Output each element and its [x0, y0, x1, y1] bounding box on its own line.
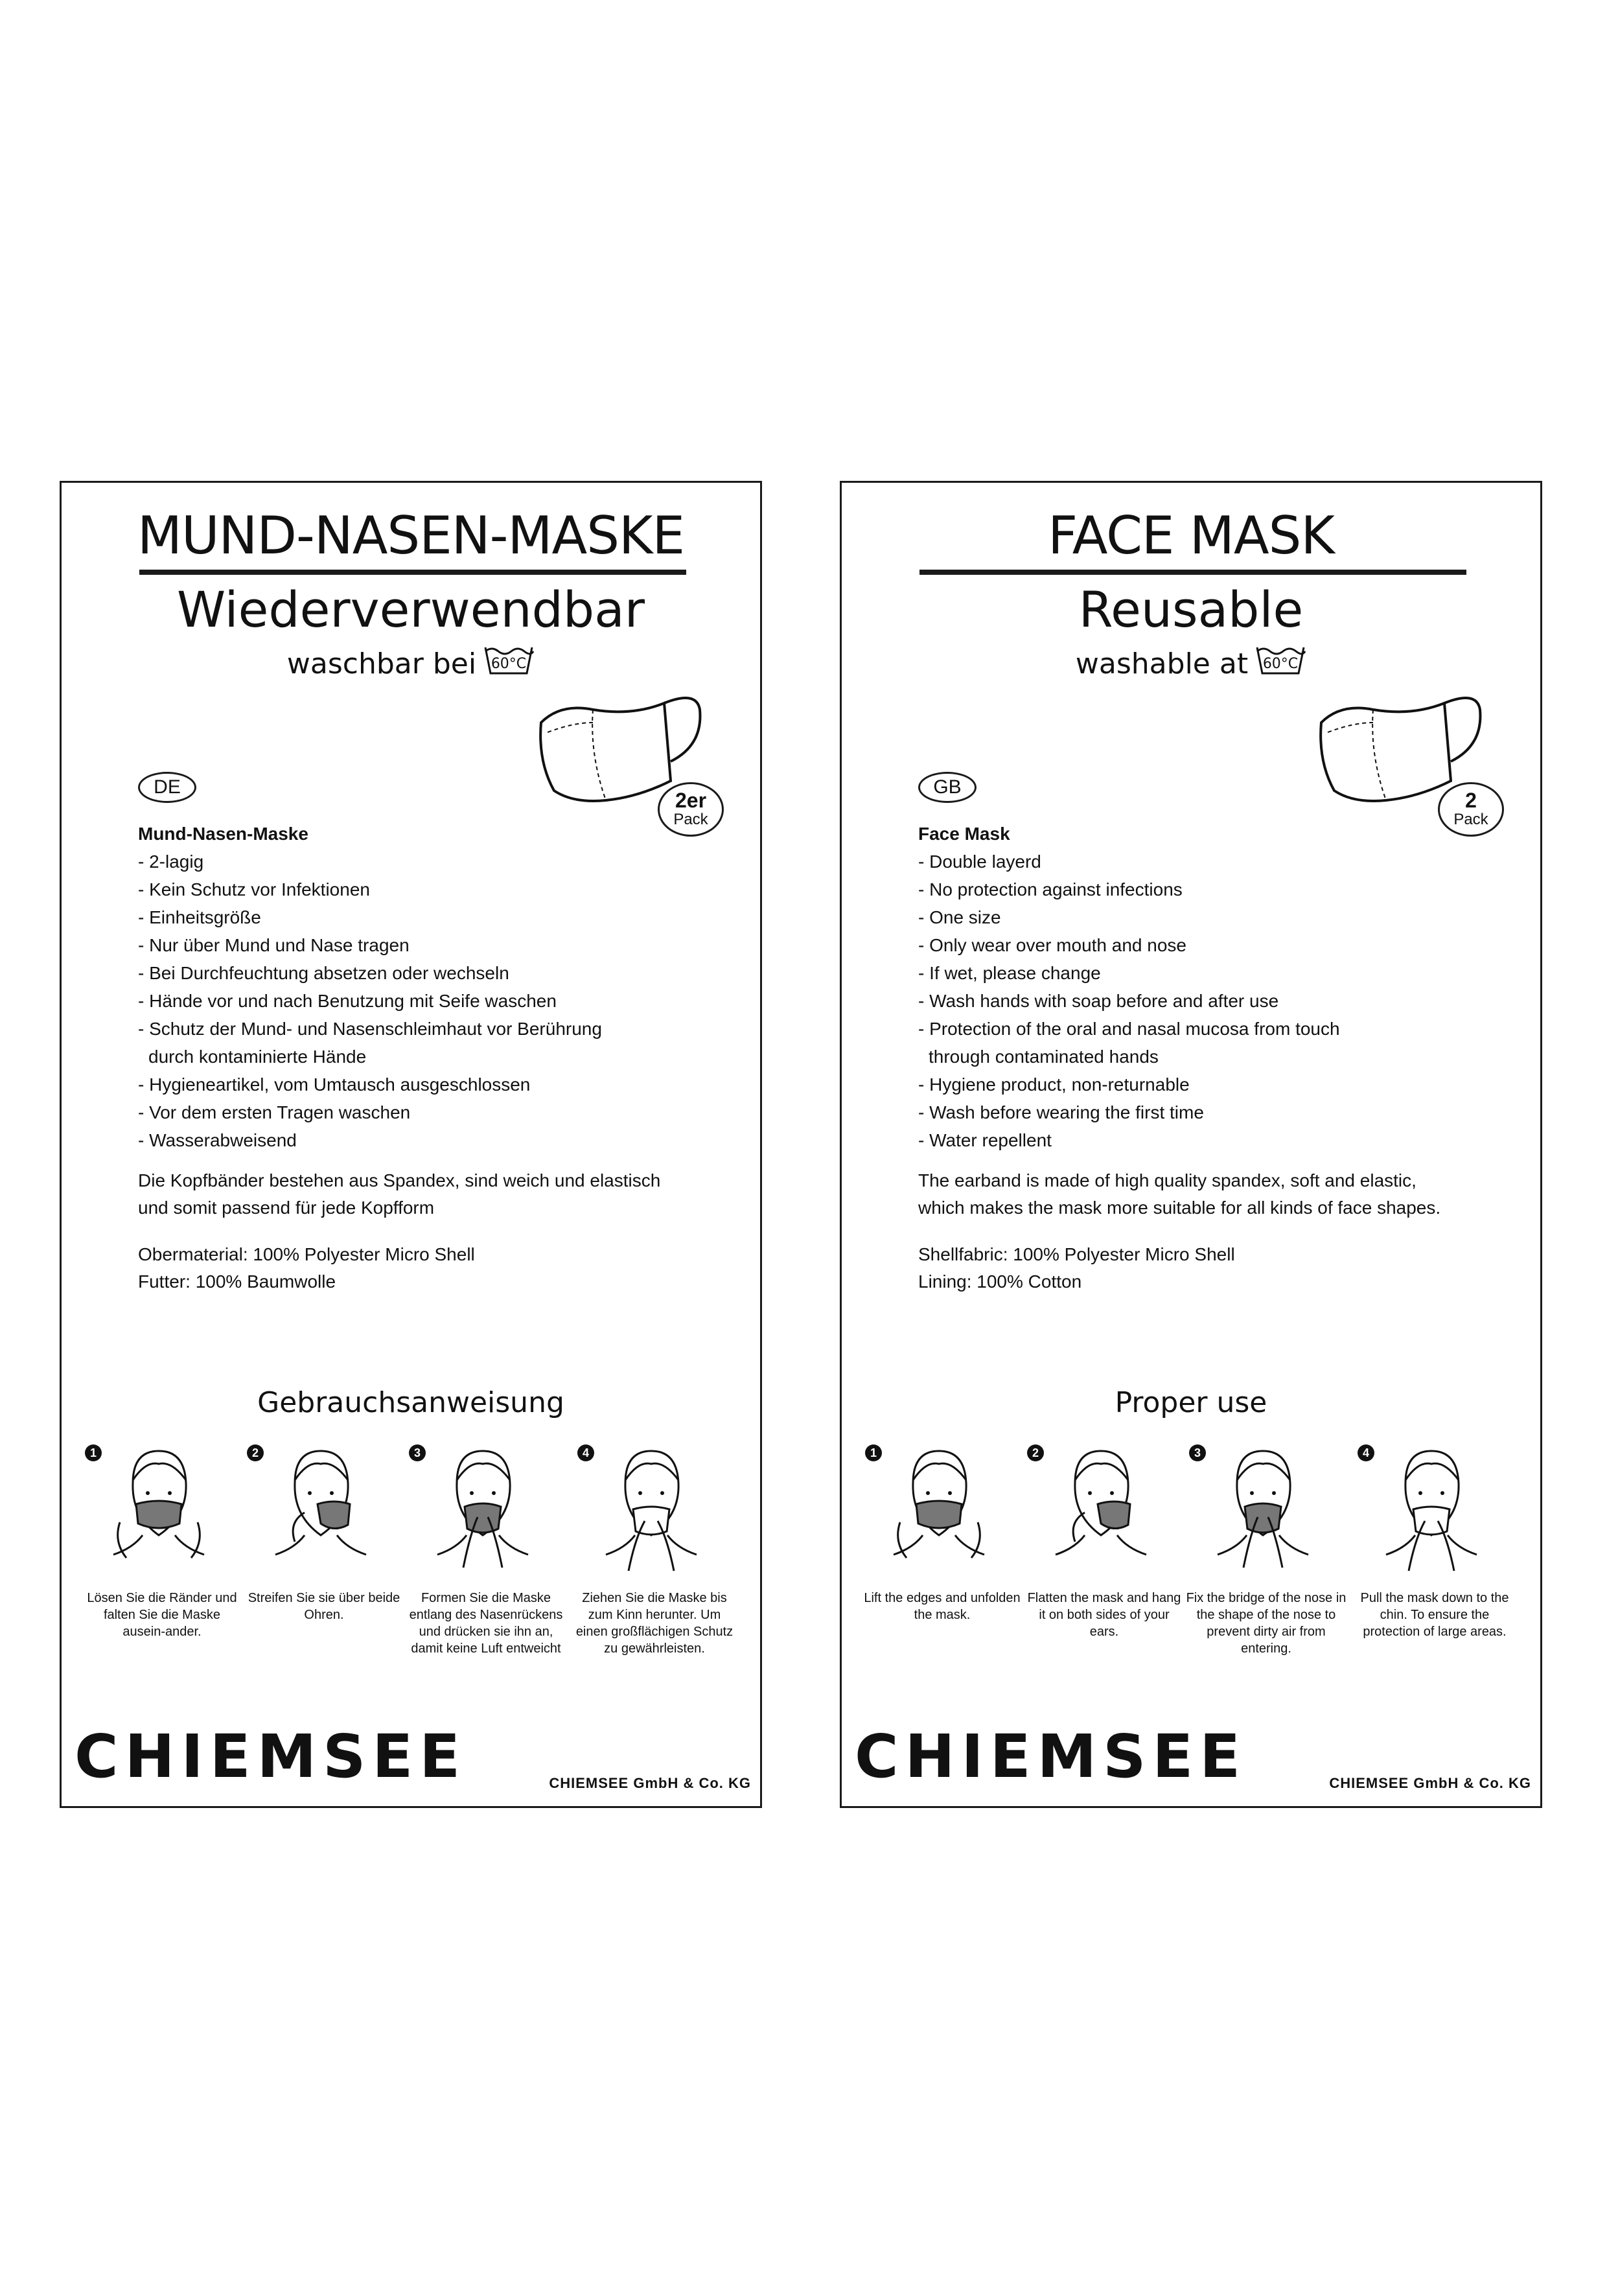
feature-item [138, 1015, 721, 1071]
feature-text: - Only wear over mouth and nose [918, 935, 1186, 955]
feature-text: - Nur über Mund und Nase tragen [138, 935, 410, 955]
feature-list [918, 848, 1501, 1154]
feature-item [138, 959, 721, 987]
step-number: 3 [1189, 1444, 1206, 1461]
feature-text: - Schutz der Mund- und Nasenschleimhaut vor Berührung [138, 1019, 602, 1039]
step-illustration [874, 1444, 1004, 1584]
feature-item [138, 1071, 721, 1098]
paragraph-line: Die Kopfbänder bestehen aus Spandex, sind weich und elastisch [138, 1170, 661, 1190]
feature-item [918, 1098, 1501, 1126]
material-line: Obermaterial: 100% Polyester Micro Shell [138, 1244, 475, 1264]
step-number: 4 [1358, 1444, 1374, 1461]
step-number: 1 [865, 1444, 882, 1461]
wash-text: waschbar bei [286, 647, 477, 680]
feature-text: - One size [918, 907, 1001, 927]
feature-item [918, 875, 1501, 903]
wash-instruction [842, 644, 1540, 688]
feature-text: - Hygiene product, non-returnable [918, 1074, 1190, 1095]
product-info [138, 820, 721, 1295]
step-number: 3 [409, 1444, 426, 1461]
material-line: Futter: 100% Baumwolle [138, 1271, 336, 1292]
step-caption: Fix the bridge of the nose in the shape of the nose to prevent dirty air from entering. [1186, 1591, 1347, 1656]
svg-text:60°C: 60°C [1262, 656, 1299, 672]
feature-text: - Wash hands with soap before and after use [918, 991, 1279, 1011]
feature-item [138, 931, 721, 959]
wash-temperature-icon [1254, 644, 1306, 688]
panel-subtitle: Reusable [1078, 581, 1304, 638]
panel-title: FACE MASK [1048, 505, 1334, 566]
feature-item [138, 875, 721, 903]
wash-instruction [62, 644, 760, 688]
language-badge: GB [918, 772, 977, 803]
paragraph-line: which makes the mask more suitable for all kinds of face shapes. [918, 1198, 1441, 1218]
step-illustration [1198, 1444, 1328, 1584]
feature-text: - Protection of the oral and nasal mucosa from touch [918, 1019, 1340, 1039]
feature-text: - Hände vor und nach Benutzung mit Seife waschen [138, 991, 557, 1011]
step-illustration [256, 1444, 386, 1584]
step-caption: Streifen Sie sie über beide Ohren. [248, 1591, 400, 1622]
feature-list [138, 848, 721, 1154]
feature-continuation: durch kontaminierte Hände [148, 1047, 367, 1067]
paragraph-line: und somit passend für jede Kopfform [138, 1198, 435, 1218]
pack-label: Pack [673, 811, 708, 828]
feature-text: - If wet, please change [918, 963, 1101, 983]
description-paragraph [138, 1167, 721, 1222]
feature-text: - No protection against infections [918, 879, 1183, 899]
panel-title: MUND-NASEN-MASKE [137, 505, 685, 566]
feature-text: - Wasserabweisend [138, 1130, 297, 1150]
material-line: Lining: 100% Cotton [918, 1271, 1082, 1292]
feature-item [918, 1126, 1501, 1154]
feature-item [918, 903, 1501, 931]
usage-heading: Proper use [1115, 1386, 1267, 1419]
feature-item [918, 959, 1501, 987]
english-label-panel [840, 481, 1542, 1808]
product-name: Face Mask [918, 824, 1010, 844]
feature-text: - Water repellent [918, 1130, 1052, 1150]
feature-item [138, 1126, 721, 1154]
wash-text: washable at [1075, 647, 1249, 680]
company-name: CHIEMSEE GmbH & Co. KG [1329, 1775, 1531, 1791]
feature-text: - 2-lagig [138, 852, 204, 872]
pack-count: 2 [1465, 789, 1477, 812]
feature-text: - Hygieneartikel, vom Umtausch ausgeschlossen [138, 1074, 531, 1095]
feature-item [918, 1015, 1501, 1071]
step-caption: Lift the edges and unfolden the mask. [864, 1591, 1021, 1622]
step-illustration [418, 1444, 548, 1584]
svg-text:60°C: 60°C [491, 656, 527, 672]
step-illustration [1036, 1444, 1166, 1584]
language-badge: DE [138, 772, 196, 803]
material-info [918, 1241, 1501, 1295]
feature-item [918, 1071, 1501, 1098]
feature-item [918, 987, 1501, 1015]
title-underline [919, 570, 1466, 575]
step-number: 1 [85, 1444, 102, 1461]
feature-text: - Einheitsgröße [138, 907, 261, 927]
step-caption: Pull the mask down to the chin. To ensure the protection of large areas. [1360, 1591, 1509, 1639]
step-caption: Formen Sie die Maske entlang des Nasenrückens und drücken sie ihn an, damit keine Luft entweicht [409, 1591, 563, 1656]
pack-label: Pack [1453, 811, 1488, 828]
feature-text: - Kein Schutz vor Infektionen [138, 879, 370, 899]
usage-heading: Gebrauchsanweisung [257, 1386, 564, 1419]
step-illustration [94, 1444, 224, 1584]
material-info [138, 1241, 721, 1295]
brand-logo: CHIEMSEE [75, 1722, 467, 1791]
step-number: 2 [247, 1444, 264, 1461]
company-name: CHIEMSEE GmbH & Co. KG [549, 1775, 751, 1791]
feature-continuation: through contaminated hands [929, 1047, 1159, 1067]
panel-subtitle: Wiederverwendbar [177, 581, 645, 638]
feature-item [138, 987, 721, 1015]
step-caption: Ziehen Sie die Maske bis zum Kinn herunter. Um einen großflächigen Schutz zu gewährleisten. [575, 1591, 734, 1656]
step-illustration [586, 1444, 716, 1584]
step-illustration [1367, 1444, 1496, 1584]
feature-item [918, 848, 1501, 875]
product-info [918, 820, 1501, 1295]
paragraph-line: The earband is made of high quality spandex, soft and elastic, [918, 1170, 1416, 1190]
german-label-panel [60, 481, 762, 1808]
product-name: Mund-Nasen-Maske [138, 824, 308, 844]
title-underline [139, 570, 686, 575]
feature-item [138, 1098, 721, 1126]
description-paragraph [918, 1167, 1501, 1222]
step-number: 4 [577, 1444, 594, 1461]
feature-text: - Bei Durchfeuchtung absetzen oder wechseln [138, 963, 509, 983]
pack-count: 2er [675, 789, 707, 812]
feature-text: - Vor dem ersten Tragen waschen [138, 1102, 411, 1122]
feature-item [138, 848, 721, 875]
brand-logo: CHIEMSEE [855, 1722, 1247, 1791]
feature-text: - Wash before wearing the first time [918, 1102, 1204, 1122]
feature-item [918, 931, 1501, 959]
step-number: 2 [1027, 1444, 1044, 1461]
step-caption: Lösen Sie die Ränder und falten Sie die Maske ausein-ander. [87, 1591, 237, 1639]
wash-temperature-icon [483, 644, 535, 688]
step-caption: Flatten the mask and hang it on both sides of your ears. [1027, 1591, 1181, 1639]
feature-item [138, 903, 721, 931]
material-line: Shellfabric: 100% Polyester Micro Shell [918, 1244, 1235, 1264]
feature-text: - Double layerd [918, 852, 1041, 872]
